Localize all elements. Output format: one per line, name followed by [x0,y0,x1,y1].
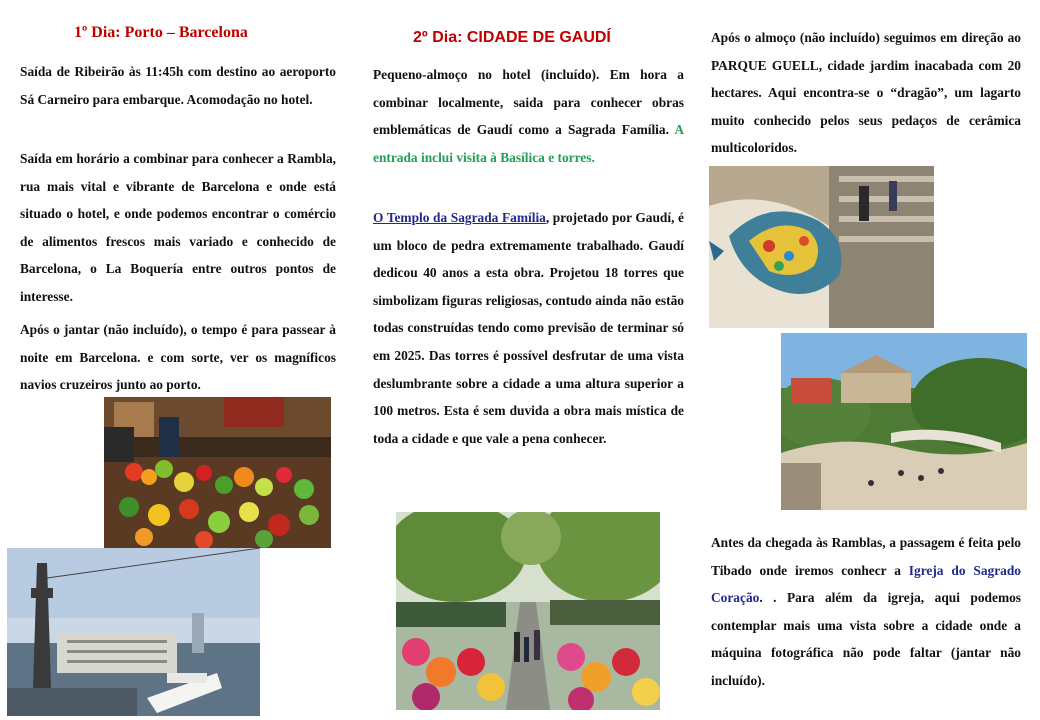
park-guell-dragon-photo [709,166,934,328]
rambla-flower-stalls-photo [396,512,660,710]
boqueria-market-photo [104,397,331,548]
day1-title: 1º Dia: Porto – Barcelona [74,24,248,41]
day2-paragraph-breakfast [373,61,684,171]
sagrado-coracao-link[interactable]: Igreja do Sagrado Coração [711,562,1021,606]
day2-paragraph-sagrada [373,204,684,452]
day2-paragraph-sagrada-text: , projetado por Gaudí, é um bloco de pedra extremamente trabalhado. Gaudí dedicou 40 anos a esta obra. Projetou 18 torres que simbolizam figuras religiosas, contudo ainda não estão todas construídas tendo como previsão de terminar só em 2025. Das torres é possível desfrutar de uma vista deslumbrante sobre a cidade a uma altura superior a 100 metros. Esta é sem duvida a obra mais mística de toda a cidade e que vale a pena conhecer. [373,210,684,446]
sagrada-familia-link[interactable]: O Templo da Sagrada Família [373,210,546,225]
day2-entry-note: A entrada inclui visita à Basílica e torres. [373,122,684,165]
port-cable-car-photo [7,548,260,716]
col3-paragraph-tibidabo-text-b: . . Para além da igreja, aqui podemos contemplar mais uma vista sobre a cidade onde a máquina fotográfica não pode faltar (jantar não incluído). [711,590,1021,688]
day2-paragraph-breakfast-text: Pequeno-almoço no hotel (incluído). Em hora a combinar localmente, saida para conhecer obras emblemáticas de Gaudí como a Sagrada Família. [373,67,684,138]
day2-title: 2º Dia: CIDADE DE GAUDÍ [413,29,611,46]
day1-paragraph-rambla: Saída em horário a combinar para conhecer a Rambla, rua mais vital e vibrante de Barcelona e onde está situado o hotel, e onde podemos encontrar o comércio de alimentos frescos mais variado e conhecido de Barcelona, o La Boquería entre outros pontos de interesse. [20,151,336,304]
day1-paragraph-evening: Após o jantar (não incluído), o tempo é para passear à noite em Barcelona. e com sorte, ver os magníficos navios cruzeiros junto ao porto. [20,322,336,393]
col3-paragraph-tibidabo [711,529,1021,695]
col3-paragraph-tibidabo-text-a: Antes da chegada às Ramblas, a passagem é feita pelo Tibado onde iremos conhecr a [711,535,1021,578]
col3-paragraph-park-guell: Após o almoço (não incluído) seguimos em direção ao PARQUE GUELL, cidade jardim inacabada com 20 hectares. Aqui encontra-se o “dragão”, um lagarto muito conhecido pelos seus pedaços de cerâmica multicoloridos. [711,30,1021,156]
park-guell-terrace-photo [781,333,1027,510]
day1-paragraph-departure: Saída de Ribeirão às 11:45h com destino ao aeroporto Sá Carneiro para embarque. Acomodação no hotel. [20,64,336,107]
